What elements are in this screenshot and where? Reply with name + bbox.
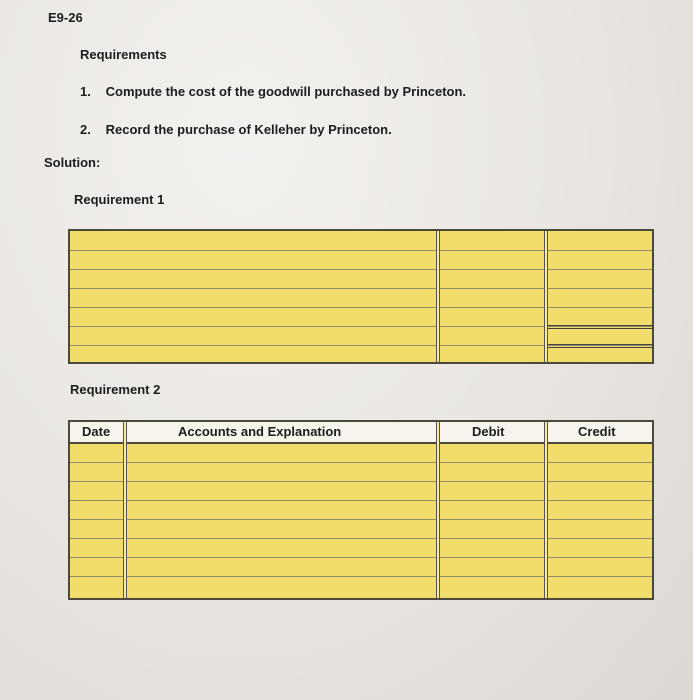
double-underline [547,344,652,348]
requirement-text: Compute the cost of the goodwill purchased by Princeton. [105,84,467,99]
requirement1-label: Requirement 1 [74,192,165,207]
column-divider [436,422,440,598]
column-header-date: Date [82,424,111,439]
table-row-line [70,269,652,270]
table-row-line [70,250,652,251]
table-row-line [70,576,652,577]
column-divider [436,231,440,362]
exercise-id: E9-26 [48,10,83,25]
column-divider [544,422,548,598]
requirement1-table[interactable] [68,229,654,364]
table-row-line [70,519,652,520]
requirement-number: 1. [80,84,91,99]
column-divider [544,231,548,362]
table-row-line [70,307,652,308]
column-header-accounts: Accounts and Explanation [178,424,342,439]
journal-header-row [70,422,652,444]
requirement2-label: Requirement 2 [70,382,161,397]
table-row-line [70,500,652,501]
column-header-credit: Credit [578,424,616,439]
requirement-item-2 [80,122,392,137]
single-underline [547,325,652,329]
requirement-text: Record the purchase of Kelleher by Princeton. [105,122,392,137]
table-row-line [70,288,652,289]
column-header-debit: Debit [472,424,505,439]
table-row-line [70,462,652,463]
table-row-line [70,481,652,482]
requirements-heading: Requirements [80,47,167,62]
table-row-line [70,538,652,539]
table-row-line [70,557,652,558]
journal-entry-table[interactable] [68,420,654,600]
requirement-item-1 [80,84,466,99]
column-divider [123,422,127,598]
solution-label: Solution: [44,155,101,170]
requirement-number: 2. [80,122,91,137]
